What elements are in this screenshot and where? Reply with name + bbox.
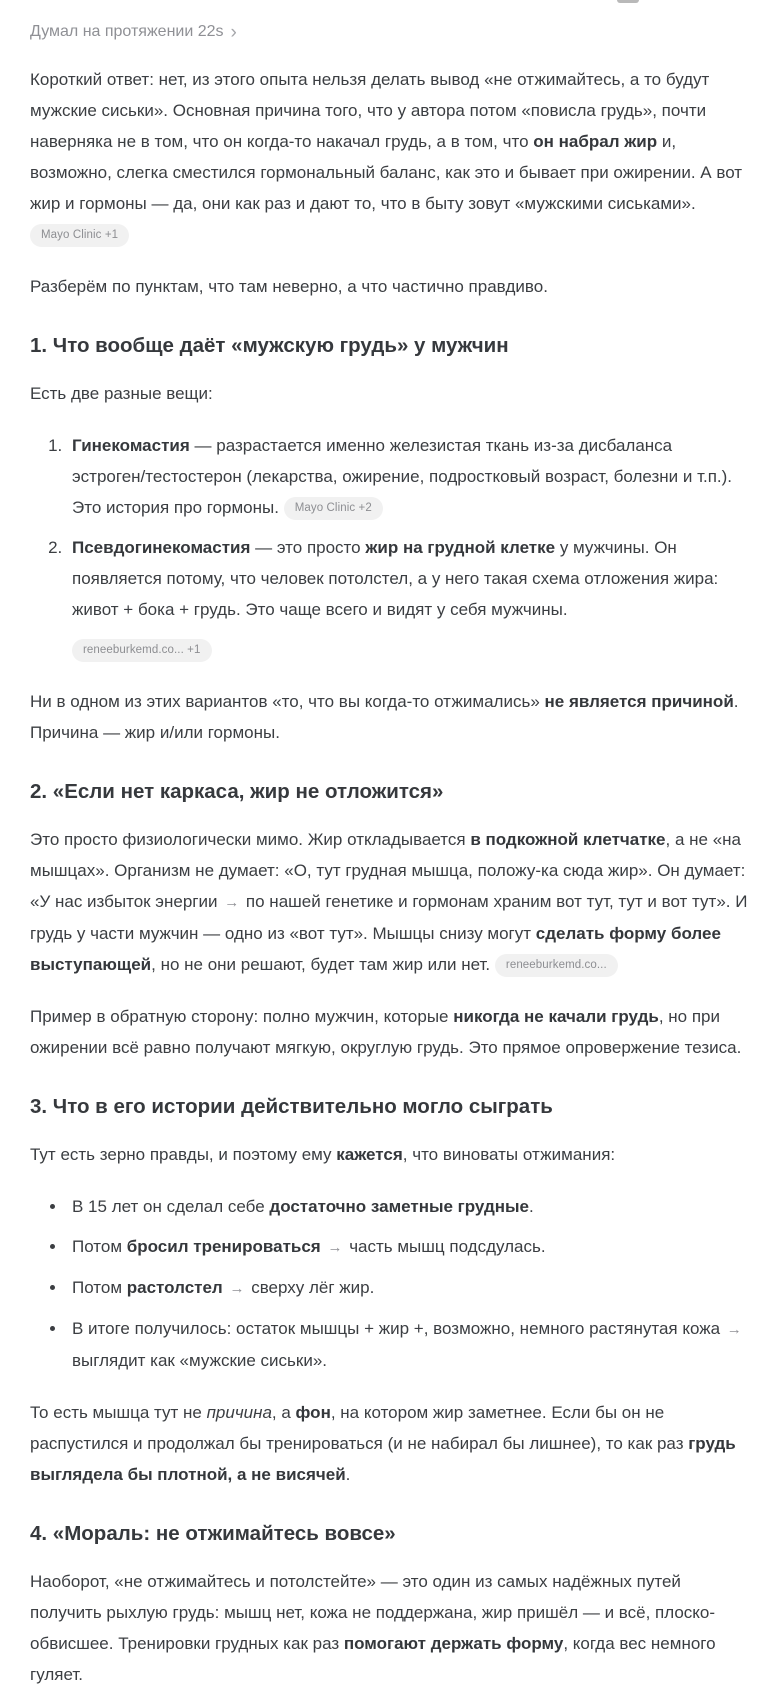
text-run: не является причиной — [544, 692, 734, 711]
text-run: , на котором жир заметнее. Если бы он не распустился и продолжал бы тренироваться (и не набирал бы лишнее), то как раз — [30, 1403, 689, 1453]
numbered-list — [30, 430, 748, 665]
line-break — [72, 625, 748, 634]
text-run: помогают держать форму — [343, 1634, 564, 1653]
text-run: Потом — [72, 1237, 127, 1256]
arrow-glyph: → — [224, 894, 240, 911]
text-run: выглядит как «мужские сиськи». — [72, 1351, 328, 1370]
paragraph — [30, 378, 748, 409]
text-run: фон — [295, 1403, 331, 1422]
text-run: часть мышц подсдулась. — [344, 1237, 546, 1256]
text-run: — разрастается именно железистая ткань из-за дисбаланса эстроген/тестостерон (лекарства, ожирение, подростковый возраст, болезни и т.п.). Это история про гормоны. — [72, 436, 733, 517]
text-run: , но при ожирении всё равно получают мягкую, округлую грудь. Это прямое опровержение тезиса. — [30, 1007, 742, 1057]
text-run: . — [528, 1197, 534, 1216]
citation-pill[interactable]: Mayo Clinic +1 — [30, 224, 129, 247]
text-run: причина — [206, 1403, 272, 1422]
paragraph — [30, 1001, 748, 1063]
text-run: никогда не качали грудь — [453, 1007, 659, 1026]
text-run: Пример в обратную сторону: полно мужчин, которые — [30, 1007, 454, 1026]
bullet-list — [30, 1191, 748, 1376]
text-run: сверху лёг жир. — [246, 1278, 375, 1297]
arrow-glyph: → — [726, 1321, 742, 1338]
text-run: — это просто — [250, 538, 366, 557]
clipped-element-fragment — [617, 0, 639, 3]
text-run: В 15 лет он сделал себе — [72, 1197, 270, 1216]
text-run: Потом — [72, 1278, 127, 1297]
citation-pill[interactable]: Mayo Clinic +2 — [284, 497, 383, 520]
text-run: в подкожной клетчатке — [470, 830, 666, 849]
citation-pill[interactable]: reneeburkemd.co... — [495, 954, 618, 977]
text-run: , когда вес немного гуляет. — [30, 1634, 716, 1684]
text-run: Наоборот, «не отжимайтесь и потолстейте» — это один из самых надёжных путей получить рыхлую грудь: мышц нет, кожа не поддержана, жир пришёл — и всё, плоско-обвисшее. Тренировки грудных как раз — [30, 1572, 716, 1653]
list-item — [67, 532, 748, 665]
citation-pill[interactable]: reneeburkemd.co... +1 — [72, 639, 212, 662]
section-heading: 2. «Если нет каркаса, жир не отложится» — [30, 780, 444, 803]
text-run: у мужчины. Он появляется потому, что человек потолстел, а у него такая схема отложения жира: живот + бока + грудь. Это чаще всего и видят у себя мужчины. — [72, 538, 719, 619]
chevron-right-icon: › — [230, 21, 237, 43]
text-run: Короткий ответ: нет, из этого опыта нельзя делать вывод «не отжимайтесь, а то будут мужские сиськи». Основная причина того, что у автора потом «повисла грудь», почти наверняка не в том, что он когда-то накачал грудь, а в том, что — [30, 70, 710, 151]
text-run: Гинекомастия — [72, 436, 190, 455]
paragraph — [30, 686, 748, 748]
text-run: по нашей генетике и гормонам храним вот тут, тут и вот тут». И грудь у части мужчин — одно из «вот тут». Мышцы снизу могут — [30, 892, 748, 943]
text-run: жир на грудной клетке — [365, 538, 556, 557]
list-item — [67, 1313, 748, 1376]
text-run: Разберём по пунктам, что там неверно, а что частично правдиво. — [30, 277, 548, 296]
thought-duration-label: Думал на протяжении 22s — [30, 23, 224, 40]
paragraph — [30, 1139, 748, 1170]
text-run: Псевдогинекомастия — [72, 538, 251, 557]
text-run: В итоге получилось: остаток мышцы + жир +, возможно, немного растянутая кожа — [72, 1319, 725, 1338]
text-run: грудь выглядела бы плотной, а не висячей — [30, 1434, 736, 1484]
chat-response-body — [30, 64, 748, 1690]
text-run: кажется — [336, 1145, 403, 1164]
text-run: , а не «на мышцах». Организм не думает: «О, тут грудная мышца, положу-ка сюда жир». Он думает: «У нас избыток энергии — [30, 830, 746, 911]
text-run: бросил тренироваться — [126, 1237, 321, 1256]
arrow-glyph: → — [327, 1239, 343, 1256]
paragraph — [30, 1566, 748, 1690]
list-item — [67, 1272, 748, 1304]
section-heading: 3. Что в его истории действительно могло сыграть — [30, 1095, 553, 1118]
text-run: растолстел — [126, 1278, 223, 1297]
list-item — [67, 1191, 748, 1222]
list-item — [67, 430, 748, 523]
text-run: сделать форму более выступающей — [30, 924, 721, 974]
section-heading: 1. Что вообще даёт «мужскую грудь» у мужчин — [30, 334, 509, 357]
text-run: и, возможно, слегка сместился гормональный баланс, как это и бывает при ожирении. А вот жир и гормоны — да, они как раз и дают то, что в быту зовут «мужскими сиськами». — [30, 132, 743, 213]
text-run: , а — [271, 1403, 296, 1422]
text-run: , но не они решают, будет там жир или нет. — [151, 955, 495, 974]
text-run: он набрал жир — [533, 132, 658, 151]
list-item — [67, 1231, 748, 1263]
text-run: Тут есть зерно правды, и поэтому ему — [30, 1145, 337, 1164]
text-run: Это просто физиологически мимо. Жир откладывается — [30, 830, 471, 849]
thought-duration-toggle[interactable] — [30, 22, 748, 42]
text-run: Ни в одном из этих вариантов «то, что вы когда-то отжимались» — [30, 692, 545, 711]
paragraph — [30, 1397, 748, 1490]
paragraph — [30, 271, 748, 302]
text-run: , что виноваты отжимания: — [402, 1145, 616, 1164]
text-run: . — [345, 1465, 351, 1484]
arrow-glyph: → — [229, 1280, 245, 1297]
paragraph — [30, 824, 748, 980]
paragraph — [30, 64, 748, 250]
text-run: . Причина — жир и/или гормоны. — [30, 692, 739, 742]
text-run: достаточно заметные грудные — [269, 1197, 529, 1216]
section-heading: 4. «Мораль: не отжимайтесь вовсе» — [30, 1522, 396, 1545]
text-run: Есть две разные вещи: — [30, 384, 213, 403]
text-run: То есть мышца тут не — [30, 1403, 207, 1422]
